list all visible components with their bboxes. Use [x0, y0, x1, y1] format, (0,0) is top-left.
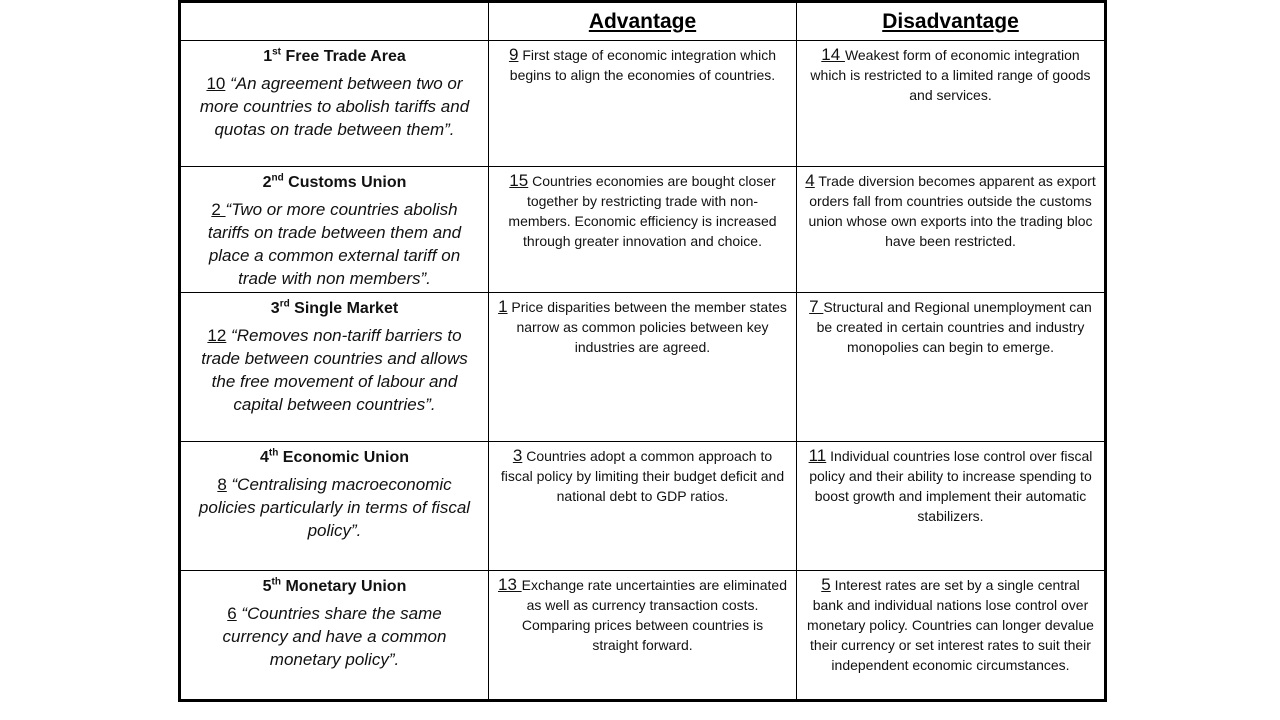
stage-definition: 2 “Two or more countries abolish tariffs on trade between them and place a common external tariff on trade with non members”. — [207, 200, 462, 288]
item-number: 1 — [498, 297, 508, 316]
item-number: 2 — [211, 200, 226, 219]
item-number: 9 — [508, 45, 519, 64]
table-row — [180, 41, 1106, 167]
stage-cell — [180, 41, 489, 167]
table-row — [180, 442, 1106, 571]
disadvantage-cell: 14 Weakest form of economic integration which is restricted to a limited range of goods and services. — [797, 41, 1106, 167]
advantage-cell: 13 Exchange rate uncertainties are eliminated as well as currency transaction costs. Comparing prices between countries is straight forward. — [489, 571, 797, 701]
stage-definition: 12 “Removes non-tariff barriers to trade between countries and allows the free movement of labour and capital between countries”. — [201, 326, 468, 414]
header-corner-cell — [180, 2, 489, 41]
item-number: 14 — [821, 45, 845, 64]
stage-title: 3rd Single Market — [270, 298, 399, 317]
table-row — [180, 167, 1106, 293]
item-number: 13 — [497, 575, 522, 594]
disadvantage-cell: 7 Structural and Regional unemployment can be created in certain countries and industry monopolies can begin to emerge. — [797, 293, 1106, 442]
disadvantage-cell: 5 Interest rates are set by a single central bank and individual nations lose control over monetary policy. Countries can longer devalue their currency or set interest rates to suit their independent economic circumstances. — [797, 571, 1106, 701]
stage-cell — [180, 442, 489, 571]
item-number: 15 — [509, 171, 529, 190]
stage-cell — [180, 167, 489, 293]
item-number: 3 — [512, 446, 523, 465]
item-number: 7 — [809, 297, 824, 316]
disadvantage-cell: 11 Individual countries lose control over fiscal policy and their ability to increase spending to boost growth and implement their automatic stabilizers. — [797, 442, 1106, 571]
stage-title: 2nd Customs Union — [262, 172, 407, 191]
header-disadvantage: Disadvantage — [797, 2, 1106, 41]
stage-definition: 10 “An agreement between two or more countries to abolish tariffs and quotas on trade between them”. — [199, 74, 470, 139]
item-number: 4 — [805, 171, 815, 190]
stage-definition: 6 “Countries share the same currency and have a common monetary policy”. — [222, 604, 447, 669]
item-number: 12 — [207, 326, 227, 345]
table-row — [180, 571, 1106, 701]
item-number: 6 — [227, 604, 237, 623]
item-number: 8 — [217, 475, 227, 494]
disadvantage-cell: 4 Trade diversion becomes apparent as export orders fall from countries outside the customs union whose own exports into the trading bloc have been restricted. — [797, 167, 1106, 293]
stage-cell — [180, 571, 489, 701]
advantage-cell: 1 Price disparities between the member states narrow as common policies between key industries are agreed. — [489, 293, 797, 442]
table-row — [180, 293, 1106, 442]
stage-cell — [180, 293, 489, 442]
stage-title: 4th Economic Union — [259, 447, 410, 466]
economic-integration-table — [178, 0, 1107, 702]
stage-definition: 8 “Centralising macroeconomic policies particularly in terms of fiscal policy”. — [198, 475, 471, 540]
item-number: 5 — [821, 575, 831, 594]
advantage-cell: 15 Countries economies are bought closer together by restricting trade with non-members. Economic efficiency is increased through greater innovation and choice. — [489, 167, 797, 293]
header-row — [180, 2, 1106, 41]
stage-title: 5th Monetary Union — [262, 576, 407, 595]
item-number: 10 — [206, 74, 226, 93]
advantage-cell: 3 Countries adopt a common approach to fiscal policy by limiting their budget deficit and national debt to GDP ratios. — [489, 442, 797, 571]
item-number: 11 — [808, 446, 827, 465]
advantage-cell: 9 First stage of economic integration which begins to align the economies of countries. — [489, 41, 797, 167]
stage-title: 1st Free Trade Area — [263, 46, 406, 65]
header-advantage: Advantage — [489, 2, 797, 41]
